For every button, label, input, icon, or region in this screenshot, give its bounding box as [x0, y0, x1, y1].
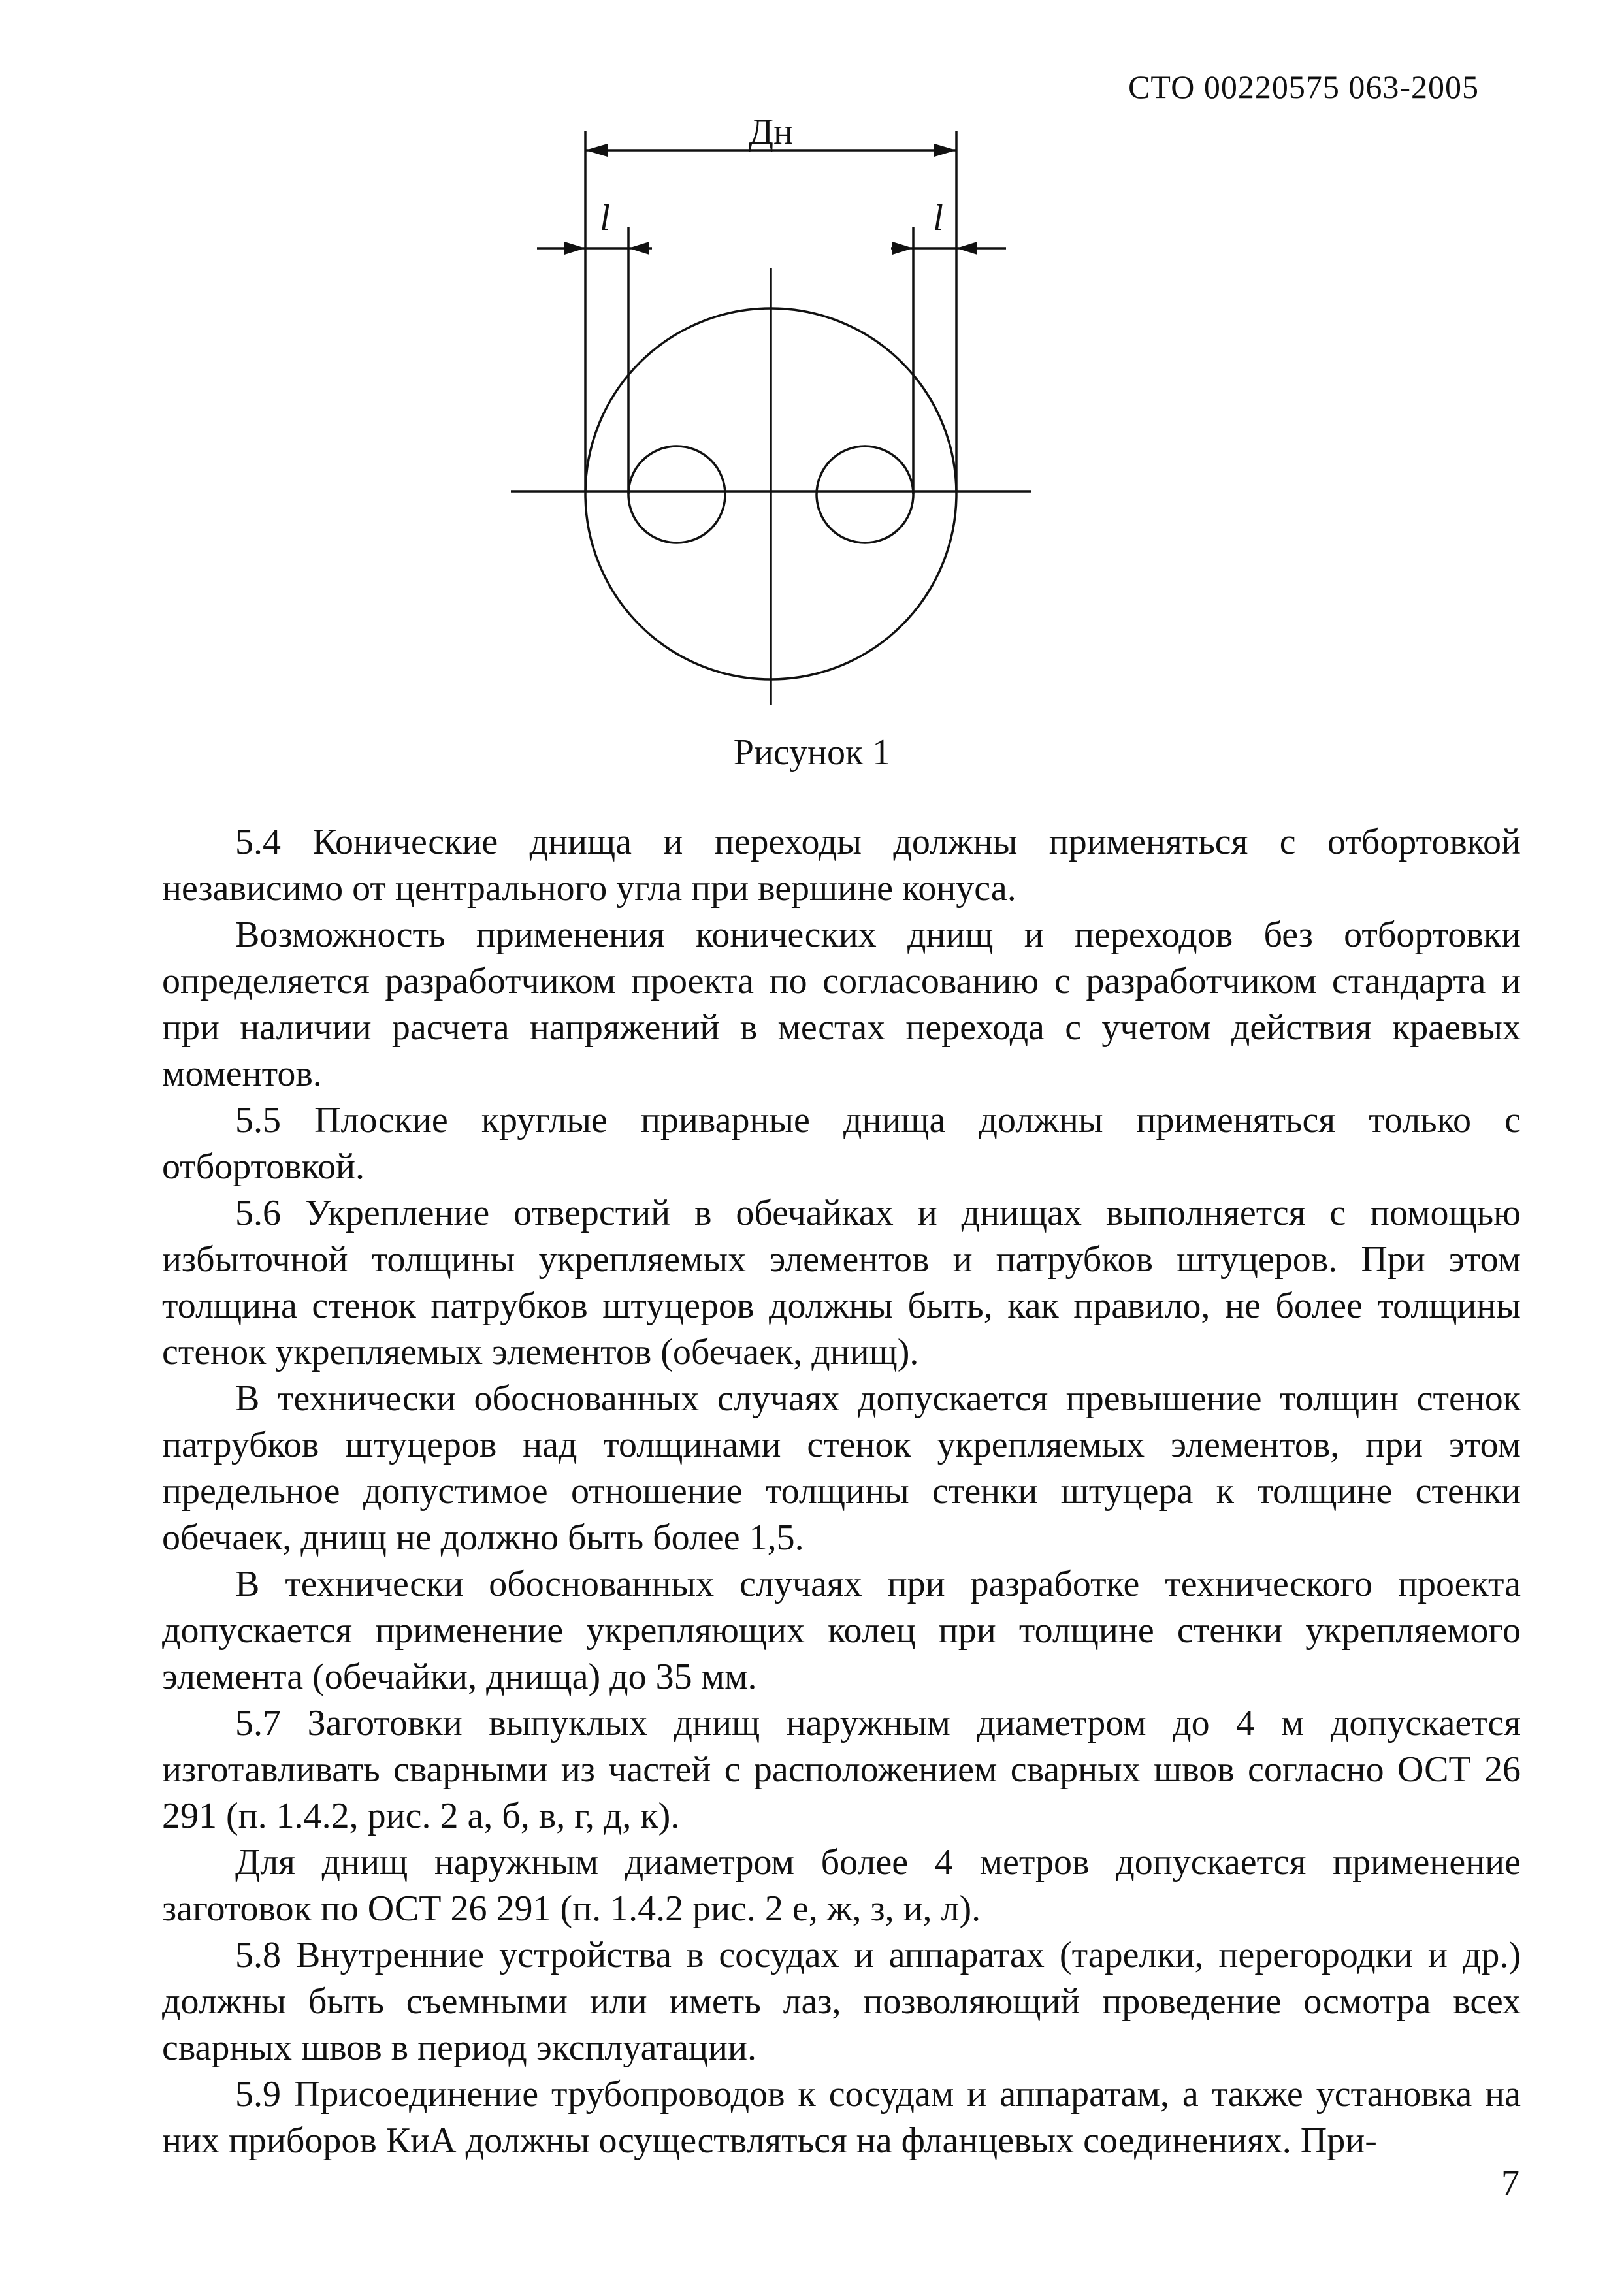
dn-label: Дн	[748, 118, 794, 152]
right-nozzle-circle	[817, 446, 913, 543]
figure-1-drawing	[496, 118, 1045, 719]
paragraph-5-6: 5.6 Укрепление отверстий в обечайках и днищах выполняется с помощью избыточной толщины укрепляемых элементов и патрубков штуцеров. При этом толщина стенок патрубков штуцеров должны быть, как правило, не более толщины стенок укрепляемых элементов (обечаек, днищ).	[162, 1193, 1521, 1372]
l-label-left: l	[600, 198, 610, 238]
paragraph-5-6-cont-2: В технически обоснованных случаях при разработке технического проекта допускается применение укрепляющих колец при толщине стенки укрепляемого элемента (обечайки, днища) до 35 мм.	[162, 1564, 1521, 1697]
paragraph-5-7-cont: Для днищ наружным диаметром более 4 метров допускается применение заготовок по ОСТ 26 291 (п. 1.4.2 рис. 2 е, ж, з, и, л).	[162, 1842, 1521, 1929]
l-label-right: l	[933, 198, 943, 238]
dn-arrow-left	[585, 144, 608, 157]
paragraph-5-8: 5.8 Внутренние устройства в сосудах и аппаратах (тарелки, перегородки и др.) должны быть съемными или иметь лаз, позволяющий проведение осмотра всех сварных швов в период эксплуатации.	[162, 1935, 1521, 2068]
paragraph-5-9: 5.9 Присоединение трубопроводов к сосудам и аппаратам, а также установка на них приборов КиА должны осуществляться на фланцевых соединениях. При-	[162, 2074, 1521, 2161]
paragraph-5-5: 5.5 Плоские круглые приварные днища должны применяться только с отбортовкой.	[162, 1100, 1521, 1187]
l-arrow-left-inner	[628, 242, 649, 255]
body-text	[162, 819, 1521, 2164]
paragraph-5-6-cont-1: В технически обоснованных случаях допускается превышение толщин стенок патрубков штуцеров над толщинами стенок укрепляемых элементов, при этом предельное допустимое отношение толщины стенки штуцера к толщине стенки обечаек, днищ не должно быть более 1,5.	[162, 1378, 1521, 1558]
figure-caption: Рисунок 1	[733, 732, 891, 773]
dn-arrow-right	[934, 144, 956, 157]
figure-1	[496, 118, 1045, 719]
l-arrow-left-outer	[564, 242, 585, 255]
paragraph-5-4: 5.4 Конические днища и переходы должны применяться с отбортовкой независимо от центрального угла при вершине конуса.	[162, 822, 1521, 909]
document-code: СТО 00220575 063-2005	[1128, 69, 1479, 105]
page-number: 7	[1501, 2163, 1519, 2203]
left-nozzle-circle	[628, 446, 725, 543]
l-arrow-right-inner	[892, 242, 913, 255]
l-arrow-right-outer	[956, 242, 977, 255]
paragraph-5-7: 5.7 Заготовки выпуклых днищ наружным диаметром до 4 м допускается изготавливать сварными из частей с расположением сварных швов согласно ОСТ 26 291 (п. 1.4.2, рис. 2 а, б, в, г, д, к).	[162, 1703, 1521, 1836]
paragraph-5-4-cont: Возможность применения конических днищ и переходов без отбортовки определяется разработчиком проекта по согласованию с разработчиком стандарта и при наличии расчета напряжений в местах перехода с учетом действия краевых моментов.	[162, 915, 1521, 1094]
